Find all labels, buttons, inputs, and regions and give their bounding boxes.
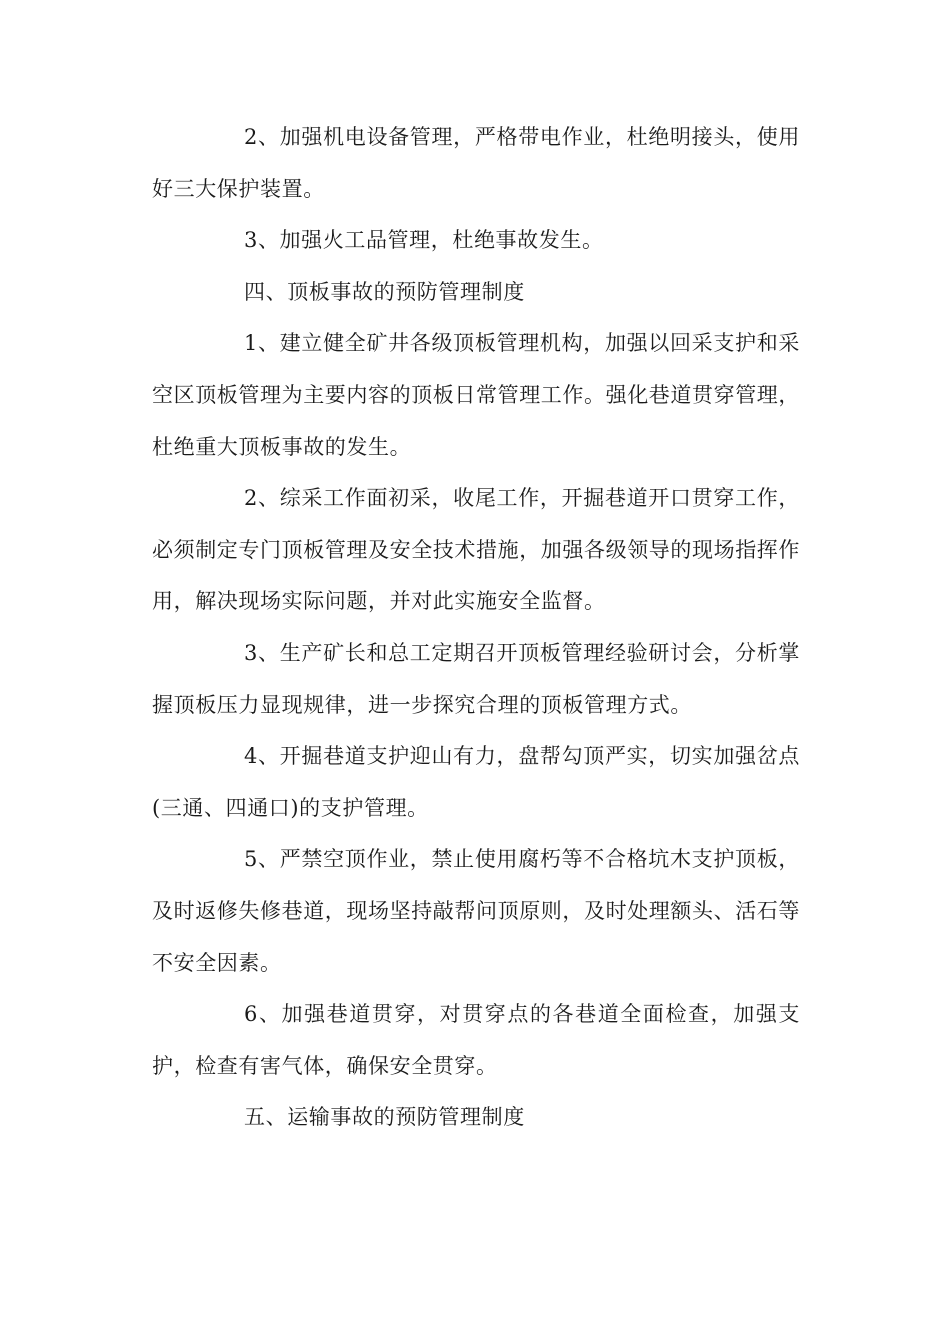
paragraph-roof-item-1: 1、建立健全矿井各级顶板管理机构，加强以回采支护和采空区顶板管理为主要内容的顶板日常管理工作。强化巷道贯穿管理，杜绝重大顶板事故的发生。 (152, 331, 800, 459)
paragraph-explosives-management: 3、加强火工品管理，杜绝事故发生。 (244, 228, 604, 253)
paragraph-roof-item-4: 4、开掘巷道支护迎山有力，盘帮勾顶严实，切实加强岔点(三通、四通口)的支护管理。 (152, 744, 800, 820)
paragraph-roof-item-2: 2、综采工作面初采，收尾工作，开掘巷道开口贯穿工作，必须制定专门顶板管理及安全技术措施，加强各级领导的现场指挥作用，解决现场实际问题，并对此实施安全监督。 (152, 486, 800, 614)
document-body (152, 112, 800, 1144)
paragraph-roof-item-3: 3、生产矿长和总工定期召开顶板管理经验研讨会，分析掌握顶板压力显现规律，进一步探究合理的顶板管理方式。 (152, 640, 800, 717)
paragraph-roof-item-6: 6、加强巷道贯穿，对贯穿点的各巷道全面检查，加强支护，检查有害气体，确保安全贯穿。 (152, 1002, 800, 1078)
paragraph-equipment-management: 2、加强机电设备管理，严格带电作业，杜绝明接头，使用好三大保护装置。 (152, 125, 800, 201)
section-heading-roof-accident: 四、顶板事故的预防管理制度 (244, 279, 525, 304)
section-heading-transport-accident: 五、运输事故的预防管理制度 (244, 1105, 525, 1130)
paragraph-roof-item-5: 5、严禁空顶作业，禁止使用腐朽等不合格坑木支护顶板，及时返修失修巷道，现场坚持敲帮问顶原则，及时处理额头、活石等不安全因素。 (152, 847, 800, 975)
